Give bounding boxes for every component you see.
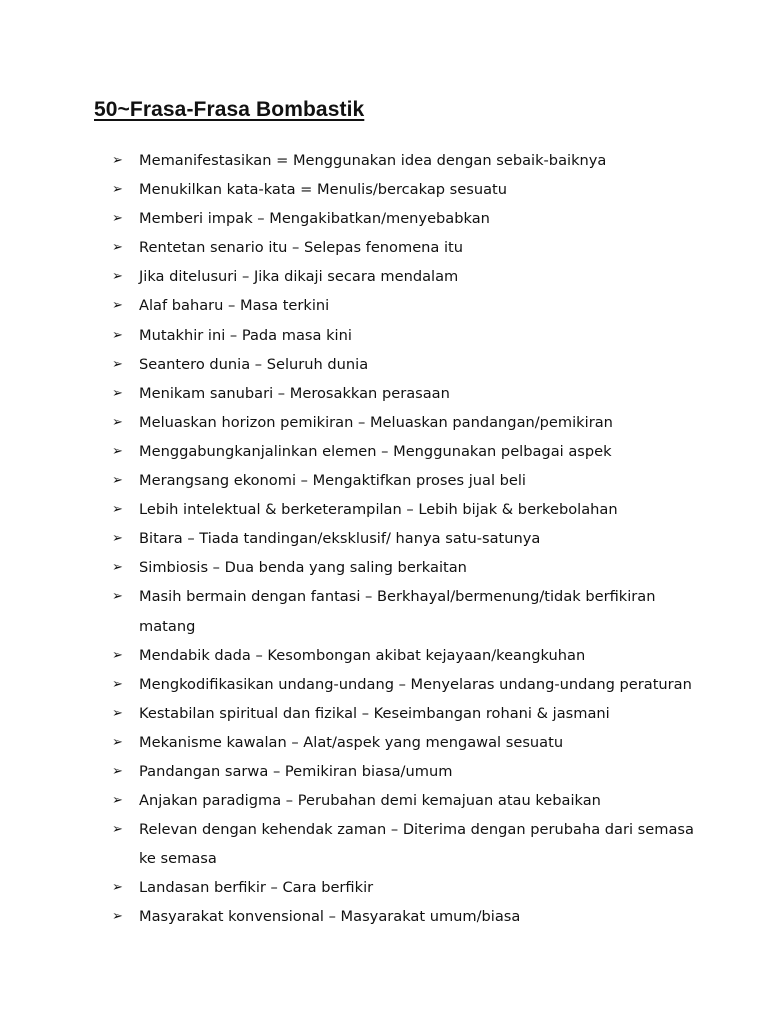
list-item (112, 902, 712, 931)
arrow-bullet-icon: ➢ (112, 473, 123, 489)
list-item-text: Menukilkan kata-kata = Menulis/bercakap sesuatu (139, 181, 508, 199)
list-item (112, 466, 712, 495)
list-item (112, 582, 712, 640)
list-item-text: Merangsang ekonomi – Mengaktifkan proses jual beli (139, 472, 526, 490)
list-item-text: Seantero dunia – Seluruh dunia (139, 355, 369, 373)
arrow-bullet-icon: ➢ (112, 909, 123, 925)
arrow-bullet-icon: ➢ (112, 589, 123, 605)
arrow-bullet-icon: ➢ (112, 356, 123, 372)
list-item (112, 728, 712, 757)
list-item-text: Anjakan paradigma – Perubahan demi kemajuan atau kebaikan (139, 792, 601, 810)
arrow-bullet-icon: ➢ (112, 880, 123, 896)
arrow-bullet-icon: ➢ (112, 531, 123, 547)
list-item (112, 553, 712, 582)
list-item (112, 495, 712, 524)
list-item-text: Mengkodifikasikan undang-undang – Menyelaras undang-undang peraturan (139, 675, 692, 693)
arrow-bullet-icon: ➢ (112, 560, 123, 576)
list-item (112, 321, 712, 350)
arrow-bullet-icon: ➢ (112, 705, 123, 721)
list-item-text: Meluaskan horizon pemikiran – Meluaskan pandangan/pemikiran (139, 413, 613, 431)
arrow-bullet-icon: ➢ (112, 793, 123, 809)
list-item-text: Lebih intelektual & berketerampilan – Lebih bijak & berkebolahan (139, 501, 618, 519)
list-item-text: Menggabungkanjalinkan elemen – Menggunakan pelbagai aspek (139, 442, 612, 460)
list-item-text: Mutakhir ini – Pada masa kini (139, 326, 352, 344)
list-item (112, 233, 712, 262)
list-item (112, 408, 712, 437)
arrow-bullet-icon: ➢ (112, 647, 123, 663)
list-item-text: Memberi impak – Mengakibatkan/menyebabkan (139, 210, 490, 228)
phrase-list (112, 146, 712, 932)
arrow-bullet-icon: ➢ (112, 763, 123, 779)
arrow-bullet-icon: ➢ (112, 211, 123, 227)
list-item (112, 815, 712, 873)
list-item-text: Mekanisme kawalan – Alat/aspek yang mengawal sesuatu (139, 733, 564, 751)
list-item (112, 146, 712, 175)
arrow-bullet-icon: ➢ (112, 676, 123, 692)
list-item (112, 524, 712, 553)
list-item-text: Rentetan senario itu – Selepas fenomena itu (139, 239, 464, 257)
list-item (112, 786, 712, 815)
arrow-bullet-icon: ➢ (112, 734, 123, 750)
page-title: 50~Frasa-Frasa Bombastik (94, 98, 365, 121)
arrow-bullet-icon: ➢ (112, 414, 123, 430)
list-item-text: Bitara – Tiada tandingan/eksklusif/ hanya satu-satunya (139, 530, 541, 548)
arrow-bullet-icon: ➢ (112, 502, 123, 518)
list-item (112, 641, 712, 670)
list-item (112, 204, 712, 233)
list-item (112, 699, 712, 728)
list-item (112, 757, 712, 786)
list-item-text: Relevan dengan kehendak zaman – Diterima dengan perubaha dari semasa ke semasa (139, 821, 694, 868)
list-item-text: Memanifestasikan = Menggunakan idea dengan sebaik-baiknya (139, 152, 607, 169)
list-item (112, 175, 712, 204)
list-item (112, 379, 712, 408)
list-item-text: Jika ditelusuri – Jika dikaji secara mendalam (139, 268, 459, 286)
list-item (112, 350, 712, 379)
list-item-text: Pandangan sarwa – Pemikiran biasa/umum (139, 762, 453, 780)
list-item-text: Landasan berfikir – Cara berfikir (139, 879, 374, 897)
list-item-text: Kestabilan spiritual dan fizikal – Keseimbangan rohani & jasmani (139, 704, 610, 722)
arrow-bullet-icon: ➢ (112, 153, 123, 168)
list-item-text: Mendabik dada – Kesombongan akibat kejayaan/keangkuhan (139, 646, 586, 664)
list-item-text: Alaf baharu – Masa terkini (139, 297, 330, 315)
list-item (112, 873, 712, 902)
arrow-bullet-icon: ➢ (112, 385, 123, 401)
arrow-bullet-icon: ➢ (112, 443, 123, 459)
arrow-bullet-icon: ➢ (112, 327, 123, 343)
list-item (112, 670, 712, 699)
list-item-text: Masih bermain dengan fantasi – Berkhayal/bermenung/tidak berfikiran matang (139, 588, 656, 635)
list-item-text: Simbiosis – Dua benda yang saling berkaitan (139, 559, 467, 577)
arrow-bullet-icon: ➢ (112, 298, 123, 314)
list-item (112, 437, 712, 466)
list-item-text: Masyarakat konvensional – Masyarakat umum/biasa (139, 908, 521, 926)
arrow-bullet-icon: ➢ (112, 240, 123, 256)
arrow-bullet-icon: ➢ (112, 822, 123, 838)
arrow-bullet-icon: ➢ (112, 182, 123, 198)
list-item-text: Menikam sanubari – Merosakkan perasaan (139, 384, 450, 402)
arrow-bullet-icon: ➢ (112, 269, 123, 285)
list-item (112, 291, 712, 320)
list-item (112, 262, 712, 291)
